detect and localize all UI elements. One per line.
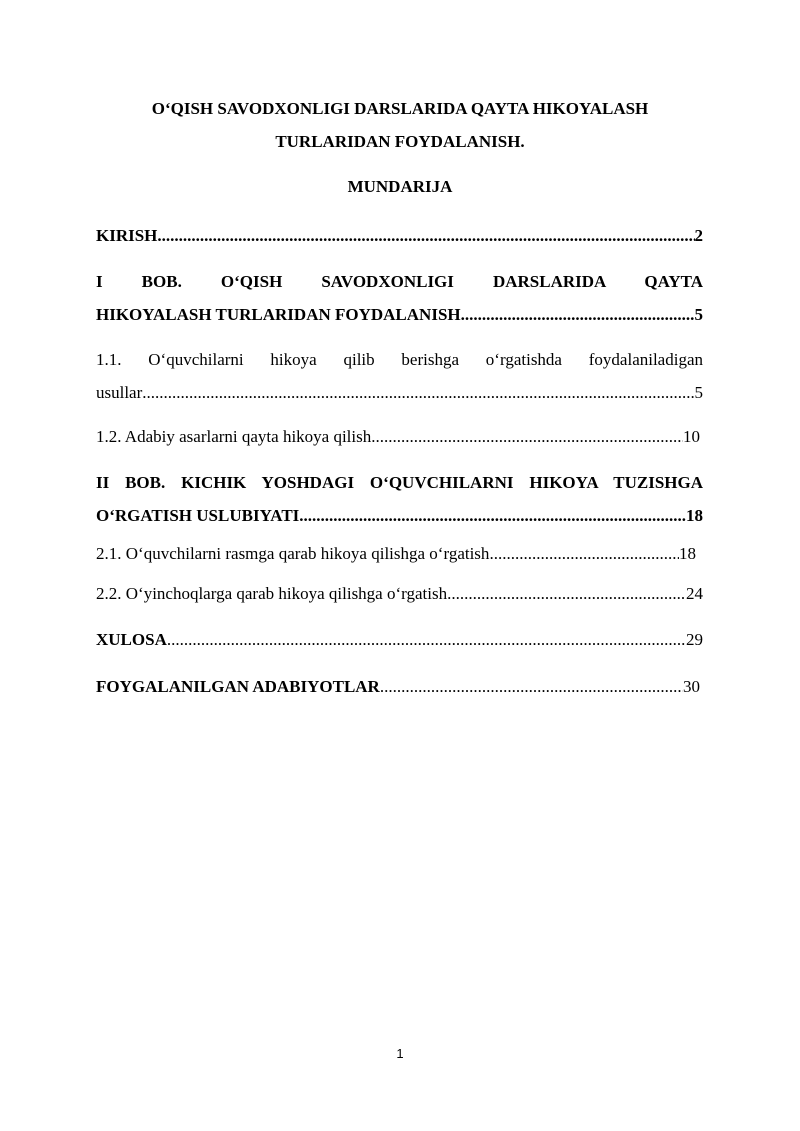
- toc-label-line1: 1.1. O‘quvchilarni hikoya qilib berishga o‘rgatishda foydalaniladigan: [96, 350, 703, 369]
- toc-label: 1.2. Adabiy asarlarni qayta hikoya qilish: [96, 427, 372, 446]
- toc-entry-conclusion[interactable]: [96, 623, 703, 656]
- toc-label: 2.1. O‘quvchilarni rasmga qarab hikoya qilishga o‘rgatish: [96, 544, 490, 563]
- toc-entry-section-2-1[interactable]: [96, 537, 696, 570]
- document-title: O‘QISH SAVODXONLIGI DARSLARIDA QAYTA HIKOYALASH TURLARIDAN FOYDALANISH.: [151, 99, 649, 151]
- toc-leader: [167, 623, 686, 656]
- toc-label: KIRISH: [96, 226, 158, 245]
- toc-leader: [142, 376, 694, 409]
- toc-page-number: 10: [683, 427, 700, 446]
- toc-entry-chapter-1[interactable]: [96, 265, 703, 331]
- toc-leader: [371, 420, 683, 453]
- toc-leader: [157, 219, 694, 252]
- toc-label: 2.2. O‘yinchoqlarga qarab hikoya qilishga o‘rgatish: [96, 584, 448, 603]
- toc-label: FOYGALANILGAN ADABIYOTLAR: [96, 677, 380, 696]
- toc-label-line1: II BOB. KICHIK YOSHDAGI O‘QUVCHILARNI HIKOYA TUZISHGA: [96, 473, 703, 492]
- toc-entry-intro[interactable]: [96, 219, 703, 252]
- toc-label-line1: I BOB. O‘QISH SAVODXONLIGI DARSLARIDA QAYTA: [96, 272, 703, 291]
- toc-entry-chapter-2[interactable]: [96, 466, 703, 532]
- toc-label: XULOSA: [96, 630, 167, 649]
- toc-entry-section-2-2[interactable]: [96, 577, 703, 610]
- toc-entry-section-1-2[interactable]: [96, 420, 700, 453]
- toc-page-number: 29: [686, 630, 703, 649]
- toc-page-number: 18: [679, 544, 696, 563]
- toc-leader: [461, 298, 695, 331]
- toc-leader: [447, 577, 686, 610]
- toc-label-line2: usullar: [96, 383, 143, 402]
- toc-page-number: 5: [694, 305, 703, 324]
- toc-page-number: 24: [686, 584, 703, 603]
- toc-leader: [380, 670, 683, 703]
- contents-heading: MUNDARIJA: [347, 177, 453, 196]
- toc-leader: [489, 537, 679, 570]
- toc-entry-references[interactable]: [96, 670, 700, 703]
- toc-page-number: 30: [683, 677, 700, 696]
- toc-label-line2: O‘RGATISH USLUBIYATI: [96, 506, 300, 525]
- toc-entry-section-1-1[interactable]: [96, 343, 703, 409]
- page-number: 1: [396, 1046, 404, 1061]
- toc-page-number: 2: [694, 226, 703, 245]
- toc-page-number: 18: [686, 506, 703, 525]
- toc-label-line2: HIKOYALASH TURLARIDAN FOYDALANISH: [96, 305, 461, 324]
- toc-leader: [299, 499, 686, 532]
- toc-page-number: 5: [694, 383, 703, 402]
